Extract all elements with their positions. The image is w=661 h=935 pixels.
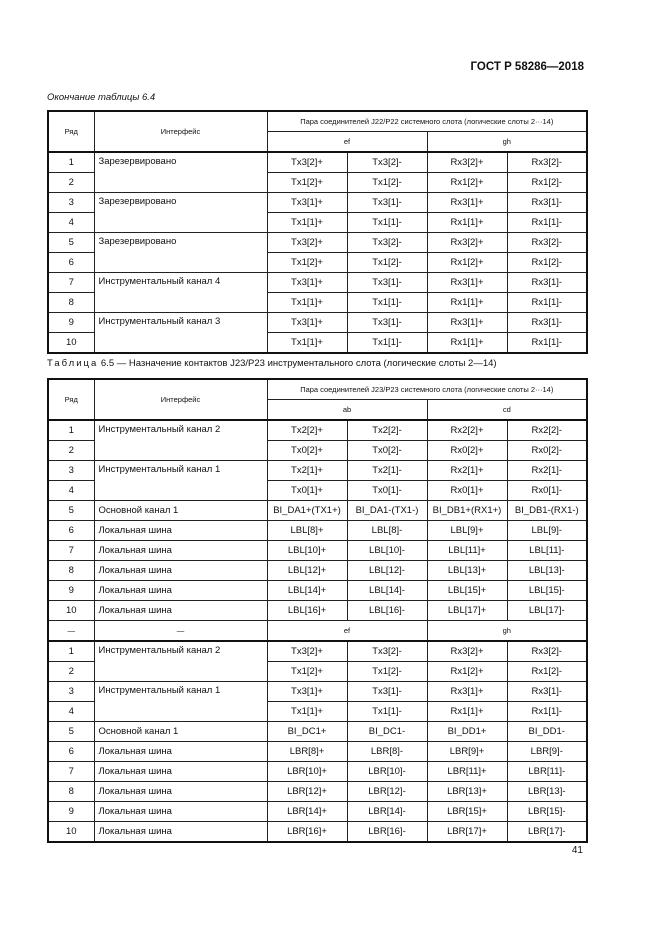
contact-cell: Rx1[1]+ bbox=[427, 293, 507, 313]
contact-cell: Tx3[1]+ bbox=[267, 313, 347, 333]
table-row bbox=[48, 601, 587, 621]
contact-cell: Rx1[2]+ bbox=[427, 173, 507, 193]
column-header-connector: Пара соединителей J23/P23 системного слота (логические слоты 2···14) bbox=[267, 379, 587, 400]
contact-cell: LBL[9]+ bbox=[427, 521, 507, 541]
group-header-gh: gh bbox=[427, 132, 587, 153]
row-number: 6 bbox=[48, 742, 94, 762]
contact-cell: Tx3[1]- bbox=[347, 682, 427, 702]
contact-cell: Rx1[2]- bbox=[507, 173, 587, 193]
contact-cell: LBR[10]- bbox=[347, 762, 427, 782]
contact-cell: Rx3[1]- bbox=[507, 682, 587, 702]
column-header-row: Ряд bbox=[48, 379, 94, 420]
contact-cell: Tx1[1]+ bbox=[267, 702, 347, 722]
row-number: 4 bbox=[48, 213, 94, 233]
row-number: 3 bbox=[48, 193, 94, 213]
contact-cell: Rx3[2]- bbox=[507, 233, 587, 253]
column-header-row: Ряд bbox=[48, 111, 94, 152]
row-number: 1 bbox=[48, 641, 94, 662]
interface-cell: Инструментальный канал 2 bbox=[94, 420, 267, 461]
row-number: 3 bbox=[48, 461, 94, 481]
contact-cell: LBR[10]+ bbox=[267, 762, 347, 782]
contact-cell: Tx3[1]+ bbox=[267, 273, 347, 293]
table-row bbox=[48, 461, 587, 481]
contact-cell: Tx3[1]+ bbox=[267, 682, 347, 702]
interface-cell: Зарезервировано bbox=[94, 152, 267, 193]
contact-cell: LBR[12]+ bbox=[267, 782, 347, 802]
contact-cell: BI_DA1+(TX1+) bbox=[267, 501, 347, 521]
table-row bbox=[48, 581, 587, 601]
contact-cell: BI_DC1+ bbox=[267, 722, 347, 742]
table-row bbox=[48, 722, 587, 742]
contact-cell: Tx0[1]+ bbox=[267, 481, 347, 501]
contact-cell: Tx0[1]- bbox=[347, 481, 427, 501]
contact-cell: Rx1[1]+ bbox=[427, 213, 507, 233]
contact-cell: Rx2[2]- bbox=[507, 420, 587, 441]
contact-cell: Rx3[2]+ bbox=[427, 233, 507, 253]
contact-cell: Tx3[1]- bbox=[347, 313, 427, 333]
contact-cell: Rx3[1]+ bbox=[427, 313, 507, 333]
row-number: 8 bbox=[48, 293, 94, 313]
table-row bbox=[48, 273, 587, 293]
contact-cell: Tx1[2]+ bbox=[267, 253, 347, 273]
group-header-cd: cd bbox=[427, 400, 587, 421]
contact-cell: BI_DB1-(RX1-) bbox=[507, 501, 587, 521]
contact-cell: LBL[12]+ bbox=[267, 561, 347, 581]
contact-cell: LBR[8]+ bbox=[267, 742, 347, 762]
table-6-4 bbox=[47, 110, 588, 354]
row-number: 10 bbox=[48, 822, 94, 843]
contact-cell: Rx1[2]+ bbox=[427, 253, 507, 273]
contact-cell: BI_DA1-(TX1-) bbox=[347, 501, 427, 521]
contact-cell: LBL[16]+ bbox=[267, 601, 347, 621]
contact-cell: LBL[17]- bbox=[507, 601, 587, 621]
row-number: 8 bbox=[48, 782, 94, 802]
contact-cell: Tx2[1]+ bbox=[267, 461, 347, 481]
contact-cell: LBR[9]- bbox=[507, 742, 587, 762]
row-number: 1 bbox=[48, 152, 94, 173]
contact-cell: Rx0[1]+ bbox=[427, 481, 507, 501]
contact-cell: Rx1[2]- bbox=[507, 662, 587, 682]
contact-cell: Rx2[1]+ bbox=[427, 461, 507, 481]
contact-cell: Rx3[1]- bbox=[507, 273, 587, 293]
interface-cell: Инструментальный канал 1 bbox=[94, 461, 267, 501]
contact-cell: LBR[15]+ bbox=[427, 802, 507, 822]
column-header-connector: Пара соединителей J22/P22 системного слота (логические слоты 2···14) bbox=[267, 111, 587, 132]
contact-cell: Rx0[1]- bbox=[507, 481, 587, 501]
row-number: 3 bbox=[48, 682, 94, 702]
contact-cell: BI_DB1+(RX1+) bbox=[427, 501, 507, 521]
caption-prefix: Таблица bbox=[47, 358, 99, 369]
contact-cell: Rx3[2]- bbox=[507, 152, 587, 173]
contact-cell: Tx1[2]- bbox=[347, 253, 427, 273]
table-row bbox=[48, 501, 587, 521]
table-row bbox=[48, 561, 587, 581]
contact-cell: Rx1[1]- bbox=[507, 702, 587, 722]
row-number: 1 bbox=[48, 420, 94, 441]
table-caption-continued: Окончание таблицы 6.4 bbox=[47, 92, 156, 103]
contact-cell: Tx1[1]- bbox=[347, 333, 427, 354]
interface-cell: Локальная шина bbox=[94, 822, 267, 843]
contact-cell: LBL[14]- bbox=[347, 581, 427, 601]
contact-cell: Rx0[2]+ bbox=[427, 441, 507, 461]
contact-cell: LBL[17]+ bbox=[427, 601, 507, 621]
contact-cell: Rx3[1]- bbox=[507, 193, 587, 213]
table-row bbox=[48, 521, 587, 541]
contact-cell: Rx1[1]+ bbox=[427, 333, 507, 354]
contact-cell: BI_DD1+ bbox=[427, 722, 507, 742]
group-header-ef: ef bbox=[267, 132, 427, 153]
contact-cell: Rx3[2]- bbox=[507, 641, 587, 662]
contact-cell: Rx3[2]+ bbox=[427, 152, 507, 173]
table-row bbox=[48, 782, 587, 802]
contact-cell: LBL[8]- bbox=[347, 521, 427, 541]
interface-cell: Основной канал 1 bbox=[94, 722, 267, 742]
row-number: 5 bbox=[48, 501, 94, 521]
contact-cell: Tx1[2]+ bbox=[267, 662, 347, 682]
row-number: 7 bbox=[48, 273, 94, 293]
row-number: 6 bbox=[48, 521, 94, 541]
contact-cell: Tx1[2]+ bbox=[267, 173, 347, 193]
contact-cell: Tx1[1]+ bbox=[267, 333, 347, 354]
contact-cell: Tx3[2]- bbox=[347, 641, 427, 662]
contact-cell: Tx1[1]- bbox=[347, 702, 427, 722]
interface-cell: Зарезервировано bbox=[94, 233, 267, 273]
interface-cell: Локальная шина bbox=[94, 561, 267, 581]
group-header-ab: ab bbox=[267, 400, 427, 421]
contact-cell: LBL[16]- bbox=[347, 601, 427, 621]
interface-cell: Инструментальный канал 2 bbox=[94, 641, 267, 682]
interface-cell: Локальная шина bbox=[94, 762, 267, 782]
row-number: 2 bbox=[48, 441, 94, 461]
contact-cell: Rx3[1]+ bbox=[427, 193, 507, 213]
table-row bbox=[48, 742, 587, 762]
contact-cell: LBR[9]+ bbox=[427, 742, 507, 762]
document-header: ГОСТ Р 58286—2018 bbox=[470, 61, 584, 73]
table-row bbox=[48, 420, 587, 441]
section-separator-row bbox=[48, 621, 587, 642]
row-number: 10 bbox=[48, 333, 94, 354]
contact-cell: Tx1[1]- bbox=[347, 293, 427, 313]
table-row bbox=[48, 233, 587, 253]
contact-cell: Tx3[2]- bbox=[347, 152, 427, 173]
row-number: 7 bbox=[48, 541, 94, 561]
table-row bbox=[48, 822, 587, 843]
row-number: 4 bbox=[48, 702, 94, 722]
contact-cell: LBL[13]- bbox=[507, 561, 587, 581]
interface-cell: Локальная шина bbox=[94, 782, 267, 802]
contact-cell: BI_DC1- bbox=[347, 722, 427, 742]
row-number: 7 bbox=[48, 762, 94, 782]
table-caption-6-5 bbox=[47, 358, 497, 369]
contact-cell: Rx1[1]- bbox=[507, 333, 587, 354]
contact-cell: Rx3[1]- bbox=[507, 313, 587, 333]
contact-cell: Tx3[2]- bbox=[347, 233, 427, 253]
row-number: 2 bbox=[48, 662, 94, 682]
contact-cell: Rx3[1]+ bbox=[427, 273, 507, 293]
row-number: 9 bbox=[48, 581, 94, 601]
contact-cell: Rx0[2]- bbox=[507, 441, 587, 461]
dash-cell: — bbox=[48, 621, 94, 642]
contact-cell: Rx1[1]- bbox=[507, 293, 587, 313]
row-number: 9 bbox=[48, 313, 94, 333]
interface-cell: Локальная шина bbox=[94, 742, 267, 762]
contact-cell: Tx3[2]+ bbox=[267, 152, 347, 173]
contact-cell: Rx2[1]- bbox=[507, 461, 587, 481]
contact-cell: Tx3[1]- bbox=[347, 273, 427, 293]
column-header-interface: Интерфейс bbox=[94, 111, 267, 152]
contact-cell: LBR[13]+ bbox=[427, 782, 507, 802]
contact-cell: LBR[16]- bbox=[347, 822, 427, 843]
contact-cell: LBL[14]+ bbox=[267, 581, 347, 601]
contact-cell: LBL[11]+ bbox=[427, 541, 507, 561]
row-number: 10 bbox=[48, 601, 94, 621]
contact-cell: LBL[10]+ bbox=[267, 541, 347, 561]
contact-cell: LBR[14]+ bbox=[267, 802, 347, 822]
contact-cell: LBR[12]- bbox=[347, 782, 427, 802]
column-header-interface: Интерфейс bbox=[94, 379, 267, 420]
row-number: 9 bbox=[48, 802, 94, 822]
contact-cell: Tx3[1]- bbox=[347, 193, 427, 213]
contact-cell: LBL[12]- bbox=[347, 561, 427, 581]
table-row bbox=[48, 193, 587, 213]
interface-cell: Локальная шина bbox=[94, 541, 267, 561]
page-number: 41 bbox=[571, 845, 583, 856]
caption-text: 6.5 — Назначение контактов J23/P23 инструментального слота (логические слоты 2—14) bbox=[100, 358, 497, 369]
table-row bbox=[48, 762, 587, 782]
contact-cell: Tx3[1]+ bbox=[267, 193, 347, 213]
row-number: 8 bbox=[48, 561, 94, 581]
contact-cell: Tx2[2]- bbox=[347, 420, 427, 441]
contact-cell: LBR[11]+ bbox=[427, 762, 507, 782]
interface-cell: Инструментальный канал 1 bbox=[94, 682, 267, 722]
contact-cell: Tx2[2]+ bbox=[267, 420, 347, 441]
contact-cell: Tx3[2]+ bbox=[267, 641, 347, 662]
contact-cell: Rx3[1]+ bbox=[427, 682, 507, 702]
contact-cell: Tx1[2]- bbox=[347, 173, 427, 193]
row-number: 4 bbox=[48, 481, 94, 501]
contact-cell: LBL[9]- bbox=[507, 521, 587, 541]
contact-cell: Rx1[2]+ bbox=[427, 662, 507, 682]
interface-cell: Локальная шина bbox=[94, 601, 267, 621]
table-row bbox=[48, 641, 587, 662]
contact-cell: LBR[16]+ bbox=[267, 822, 347, 843]
contact-cell: LBL[13]+ bbox=[427, 561, 507, 581]
interface-cell: Локальная шина bbox=[94, 802, 267, 822]
contact-cell: BI_DD1- bbox=[507, 722, 587, 742]
contact-cell: LBR[11]- bbox=[507, 762, 587, 782]
contact-cell: Rx1[1]- bbox=[507, 213, 587, 233]
row-number: 6 bbox=[48, 253, 94, 273]
contact-cell: Tx1[1]- bbox=[347, 213, 427, 233]
contact-cell: LBL[15]+ bbox=[427, 581, 507, 601]
interface-cell: Инструментальный канал 4 bbox=[94, 273, 267, 313]
contact-cell: LBR[13]- bbox=[507, 782, 587, 802]
contact-cell: LBR[17]+ bbox=[427, 822, 507, 843]
interface-cell: Локальная шина bbox=[94, 581, 267, 601]
contact-cell: Tx0[2]+ bbox=[267, 441, 347, 461]
contact-cell: Tx3[2]+ bbox=[267, 233, 347, 253]
dash-cell: — bbox=[94, 621, 267, 642]
group-header-ef: ef bbox=[267, 621, 427, 642]
contact-cell: Rx2[2]+ bbox=[427, 420, 507, 441]
table-row bbox=[48, 541, 587, 561]
table-row bbox=[48, 313, 587, 333]
contact-cell: LBR[14]- bbox=[347, 802, 427, 822]
contact-cell: LBL[8]+ bbox=[267, 521, 347, 541]
contact-cell: Rx3[2]+ bbox=[427, 641, 507, 662]
table-6-5 bbox=[47, 378, 588, 843]
contact-cell: Tx2[1]- bbox=[347, 461, 427, 481]
contact-cell: LBR[15]- bbox=[507, 802, 587, 822]
contact-cell: LBL[10]- bbox=[347, 541, 427, 561]
contact-cell: LBR[17]- bbox=[507, 822, 587, 843]
table-row bbox=[48, 152, 587, 173]
row-number: 5 bbox=[48, 722, 94, 742]
row-number: 5 bbox=[48, 233, 94, 253]
contact-cell: Tx1[1]+ bbox=[267, 293, 347, 313]
contact-cell: Tx1[2]- bbox=[347, 662, 427, 682]
contact-cell: LBL[11]- bbox=[507, 541, 587, 561]
group-header-gh: gh bbox=[427, 621, 587, 642]
row-number: 2 bbox=[48, 173, 94, 193]
contact-cell: LBL[15]- bbox=[507, 581, 587, 601]
contact-cell: Tx1[1]+ bbox=[267, 213, 347, 233]
contact-cell: Tx0[2]- bbox=[347, 441, 427, 461]
interface-cell: Основной канал 1 bbox=[94, 501, 267, 521]
table-row bbox=[48, 802, 587, 822]
table-row bbox=[48, 682, 587, 702]
interface-cell: Зарезервировано bbox=[94, 193, 267, 233]
interface-cell: Инструментальный канал 3 bbox=[94, 313, 267, 354]
contact-cell: Rx1[1]+ bbox=[427, 702, 507, 722]
interface-cell: Локальная шина bbox=[94, 521, 267, 541]
contact-cell: Rx1[2]- bbox=[507, 253, 587, 273]
contact-cell: LBR[8]- bbox=[347, 742, 427, 762]
